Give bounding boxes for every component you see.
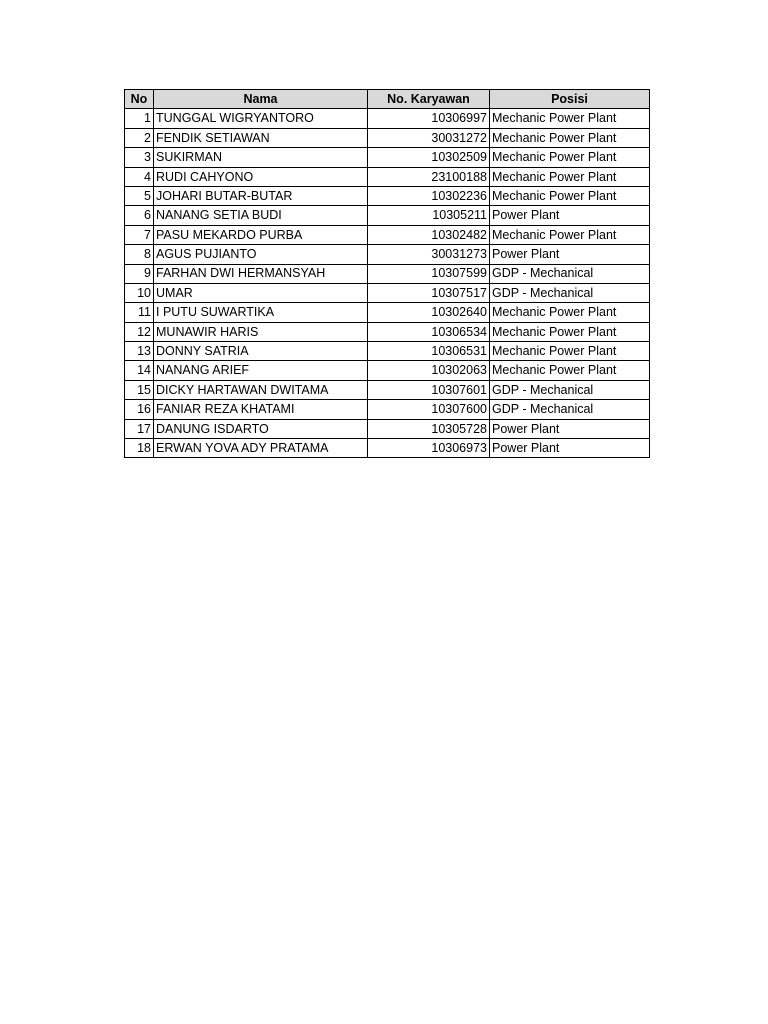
cell-no: 7 — [125, 225, 154, 244]
cell-posisi: GDP - Mechanical — [490, 264, 650, 283]
cell-no: 12 — [125, 322, 154, 341]
table-row — [125, 264, 650, 283]
cell-no-karyawan: 10305211 — [368, 206, 490, 225]
cell-no-karyawan: 10307599 — [368, 264, 490, 283]
table-row — [125, 148, 650, 167]
cell-no-karyawan: 10306973 — [368, 439, 490, 458]
cell-nama: RUDI CAHYONO — [154, 167, 368, 186]
cell-no-karyawan: 10306997 — [368, 109, 490, 128]
cell-nama: JOHARI BUTAR-BUTAR — [154, 186, 368, 205]
cell-posisi: Mechanic Power Plant — [490, 109, 650, 128]
cell-no: 13 — [125, 342, 154, 361]
cell-nama: DANUNG ISDARTO — [154, 419, 368, 438]
cell-no-karyawan: 10307517 — [368, 283, 490, 302]
cell-no: 14 — [125, 361, 154, 380]
cell-posisi: GDP - Mechanical — [490, 283, 650, 302]
cell-no-karyawan: 10307601 — [368, 380, 490, 399]
cell-nama: MUNAWIR HARIS — [154, 322, 368, 341]
cell-posisi: Power Plant — [490, 419, 650, 438]
cell-no-karyawan: 10305728 — [368, 419, 490, 438]
cell-posisi: Mechanic Power Plant — [490, 148, 650, 167]
cell-posisi: Mechanic Power Plant — [490, 303, 650, 322]
cell-posisi: Mechanic Power Plant — [490, 361, 650, 380]
cell-no: 1 — [125, 109, 154, 128]
cell-no: 10 — [125, 283, 154, 302]
table-row — [125, 283, 650, 302]
cell-posisi: Power Plant — [490, 439, 650, 458]
cell-no: 8 — [125, 245, 154, 264]
column-header-no-karyawan: No. Karyawan — [368, 90, 490, 109]
cell-posisi: Mechanic Power Plant — [490, 186, 650, 205]
cell-no-karyawan: 10306531 — [368, 342, 490, 361]
cell-no: 2 — [125, 128, 154, 147]
cell-posisi: Mechanic Power Plant — [490, 167, 650, 186]
table-row — [125, 303, 650, 322]
cell-nama: FANIAR REZA KHATAMI — [154, 400, 368, 419]
cell-nama: TUNGGAL WIGRYANTORO — [154, 109, 368, 128]
table-row — [125, 167, 650, 186]
cell-nama: NANANG ARIEF — [154, 361, 368, 380]
column-header-no: No — [125, 90, 154, 109]
cell-no: 3 — [125, 148, 154, 167]
cell-no-karyawan: 10302063 — [368, 361, 490, 380]
cell-nama: SUKIRMAN — [154, 148, 368, 167]
cell-nama: ERWAN YOVA ADY PRATAMA — [154, 439, 368, 458]
cell-no-karyawan: 10302509 — [368, 148, 490, 167]
cell-posisi: Mechanic Power Plant — [490, 342, 650, 361]
cell-posisi: Mechanic Power Plant — [490, 128, 650, 147]
table-row — [125, 322, 650, 341]
table-row — [125, 109, 650, 128]
cell-no: 15 — [125, 380, 154, 399]
cell-posisi: Mechanic Power Plant — [490, 225, 650, 244]
cell-posisi: Mechanic Power Plant — [490, 322, 650, 341]
column-header-nama: Nama — [154, 90, 368, 109]
cell-nama: FENDIK SETIAWAN — [154, 128, 368, 147]
cell-no: 5 — [125, 186, 154, 205]
cell-nama: NANANG SETIA BUDI — [154, 206, 368, 225]
cell-nama: I PUTU SUWARTIKA — [154, 303, 368, 322]
cell-posisi: GDP - Mechanical — [490, 400, 650, 419]
cell-posisi: Power Plant — [490, 206, 650, 225]
table-row — [125, 361, 650, 380]
table-header — [125, 90, 650, 109]
table-row — [125, 380, 650, 399]
table-row — [125, 225, 650, 244]
cell-no-karyawan: 23100188 — [368, 167, 490, 186]
cell-nama: DONNY SATRIA — [154, 342, 368, 361]
employee-table — [124, 89, 650, 458]
cell-no: 17 — [125, 419, 154, 438]
cell-no: 16 — [125, 400, 154, 419]
table-row — [125, 419, 650, 438]
cell-no: 18 — [125, 439, 154, 458]
table-row — [125, 400, 650, 419]
column-header-posisi: Posisi — [490, 90, 650, 109]
cell-no: 4 — [125, 167, 154, 186]
cell-posisi: Power Plant — [490, 245, 650, 264]
cell-no: 6 — [125, 206, 154, 225]
cell-no-karyawan: 30031273 — [368, 245, 490, 264]
table-body — [125, 109, 650, 458]
cell-nama: FARHAN DWI HERMANSYAH — [154, 264, 368, 283]
table-row — [125, 128, 650, 147]
table-row — [125, 245, 650, 264]
table-row — [125, 186, 650, 205]
cell-nama: PASU MEKARDO PURBA — [154, 225, 368, 244]
cell-no-karyawan: 30031272 — [368, 128, 490, 147]
cell-no-karyawan: 10306534 — [368, 322, 490, 341]
cell-no: 9 — [125, 264, 154, 283]
cell-no: 11 — [125, 303, 154, 322]
cell-nama: DICKY HARTAWAN DWITAMA — [154, 380, 368, 399]
table-row — [125, 439, 650, 458]
cell-no-karyawan: 10307600 — [368, 400, 490, 419]
cell-nama: AGUS PUJIANTO — [154, 245, 368, 264]
header-row — [125, 90, 650, 109]
cell-no-karyawan: 10302640 — [368, 303, 490, 322]
cell-no-karyawan: 10302482 — [368, 225, 490, 244]
cell-posisi: GDP - Mechanical — [490, 380, 650, 399]
table-row — [125, 206, 650, 225]
cell-nama: UMAR — [154, 283, 368, 302]
table-row — [125, 342, 650, 361]
cell-no-karyawan: 10302236 — [368, 186, 490, 205]
